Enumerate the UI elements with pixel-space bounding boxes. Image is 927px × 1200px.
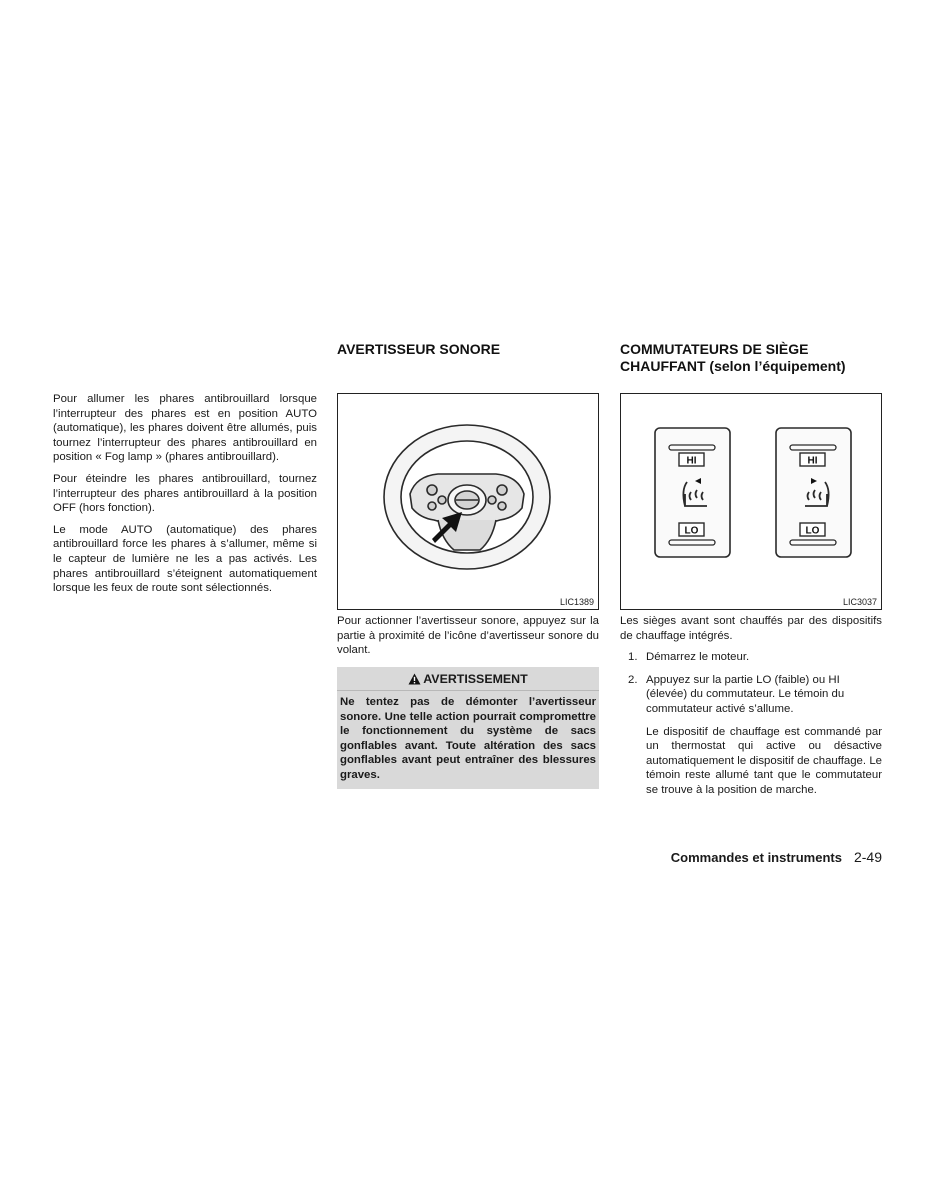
seat-body xyxy=(620,614,882,805)
page-footer xyxy=(620,848,882,867)
page-number: 2-49 xyxy=(853,849,882,865)
right-lo-label: LO xyxy=(805,525,820,537)
warning-text: Ne tentez pas de démonter l’avertisseur sonore. Une telle action pourrait compromettre le fonctionnement du système de sacs gonflables avant. Toute altération des sacs gonflables avant peut entraîner des blessures graves. xyxy=(340,696,596,781)
section-name: Commandes et instruments xyxy=(670,850,842,865)
figure-code: LIC1389 xyxy=(559,597,594,607)
left-column xyxy=(53,392,317,603)
horn-heading: AVERTISSEUR SONORE xyxy=(337,341,501,357)
warning-title: AVERTISSEMENT xyxy=(337,667,599,691)
paragraph: Pour éteindre les phares antibrouillard, tournez l’interrupteur des phares antibrouillard à la position OFF (hors fonction). xyxy=(53,472,317,515)
step-item: 2. Appuyez sur la partie LO (faible) ou HI (élevée) du commutateur. Le témoin du commutateur activé s’allume. xyxy=(628,673,845,715)
heated-seat-switch-figure xyxy=(620,393,882,610)
heated-seat-switches-illustration xyxy=(621,394,881,609)
left-hi-label: HI xyxy=(686,455,697,467)
warning-box xyxy=(337,667,599,789)
left-lo-label: LO xyxy=(684,525,699,537)
right-seat-switch xyxy=(776,428,851,557)
horn-body xyxy=(337,614,599,665)
step-item: 1. Démarrez le moteur. xyxy=(628,651,750,664)
paragraph: Le mode AUTO (automatique) des phares antibrouillard force les phares à s’allumer, même si le capteur de lumière ne les a pas activés. Les phares antibrouillard s’éteignent automatiquement lorsque les feux de route sont sélectionnés. xyxy=(53,523,317,595)
left-seat-switch xyxy=(655,428,730,557)
seat-heading: COMMUTATEURS DE SIÈGE CHAUFFANT (selon l’équipement) xyxy=(620,341,846,374)
paragraph: Pour actionner l’avertisseur sonore, appuyez sur la partie à proximité de l’icône d’avertisseur sonore du volant. xyxy=(337,615,599,657)
paragraph: Pour allumer les phares antibrouillard lorsque l’interrupteur des phares est en position AUTO (automatique), les phares doivent être allumés, puis tournez l’interrupteur des phares antibrouillard en position « Fog lamp » (phares antibrouillard). xyxy=(53,393,317,464)
steering-wheel-figure xyxy=(337,393,599,610)
warning-triangle-icon xyxy=(408,673,421,685)
figure-code: LIC3037 xyxy=(842,597,877,607)
steering-wheel-illustration xyxy=(338,394,598,609)
right-hi-label: HI xyxy=(807,455,818,467)
intro-paragraph: Les sièges avant sont chauffés par des dispositifs de chauffage intégrés. xyxy=(620,615,882,642)
note-paragraph: Le dispositif de chauffage est commandé par un thermostat qui active ou désactive automatiquement le dispositif de chauffage. Le témoin reste allumé tant que le commutateur se trouve à la position de marche. xyxy=(646,725,882,796)
